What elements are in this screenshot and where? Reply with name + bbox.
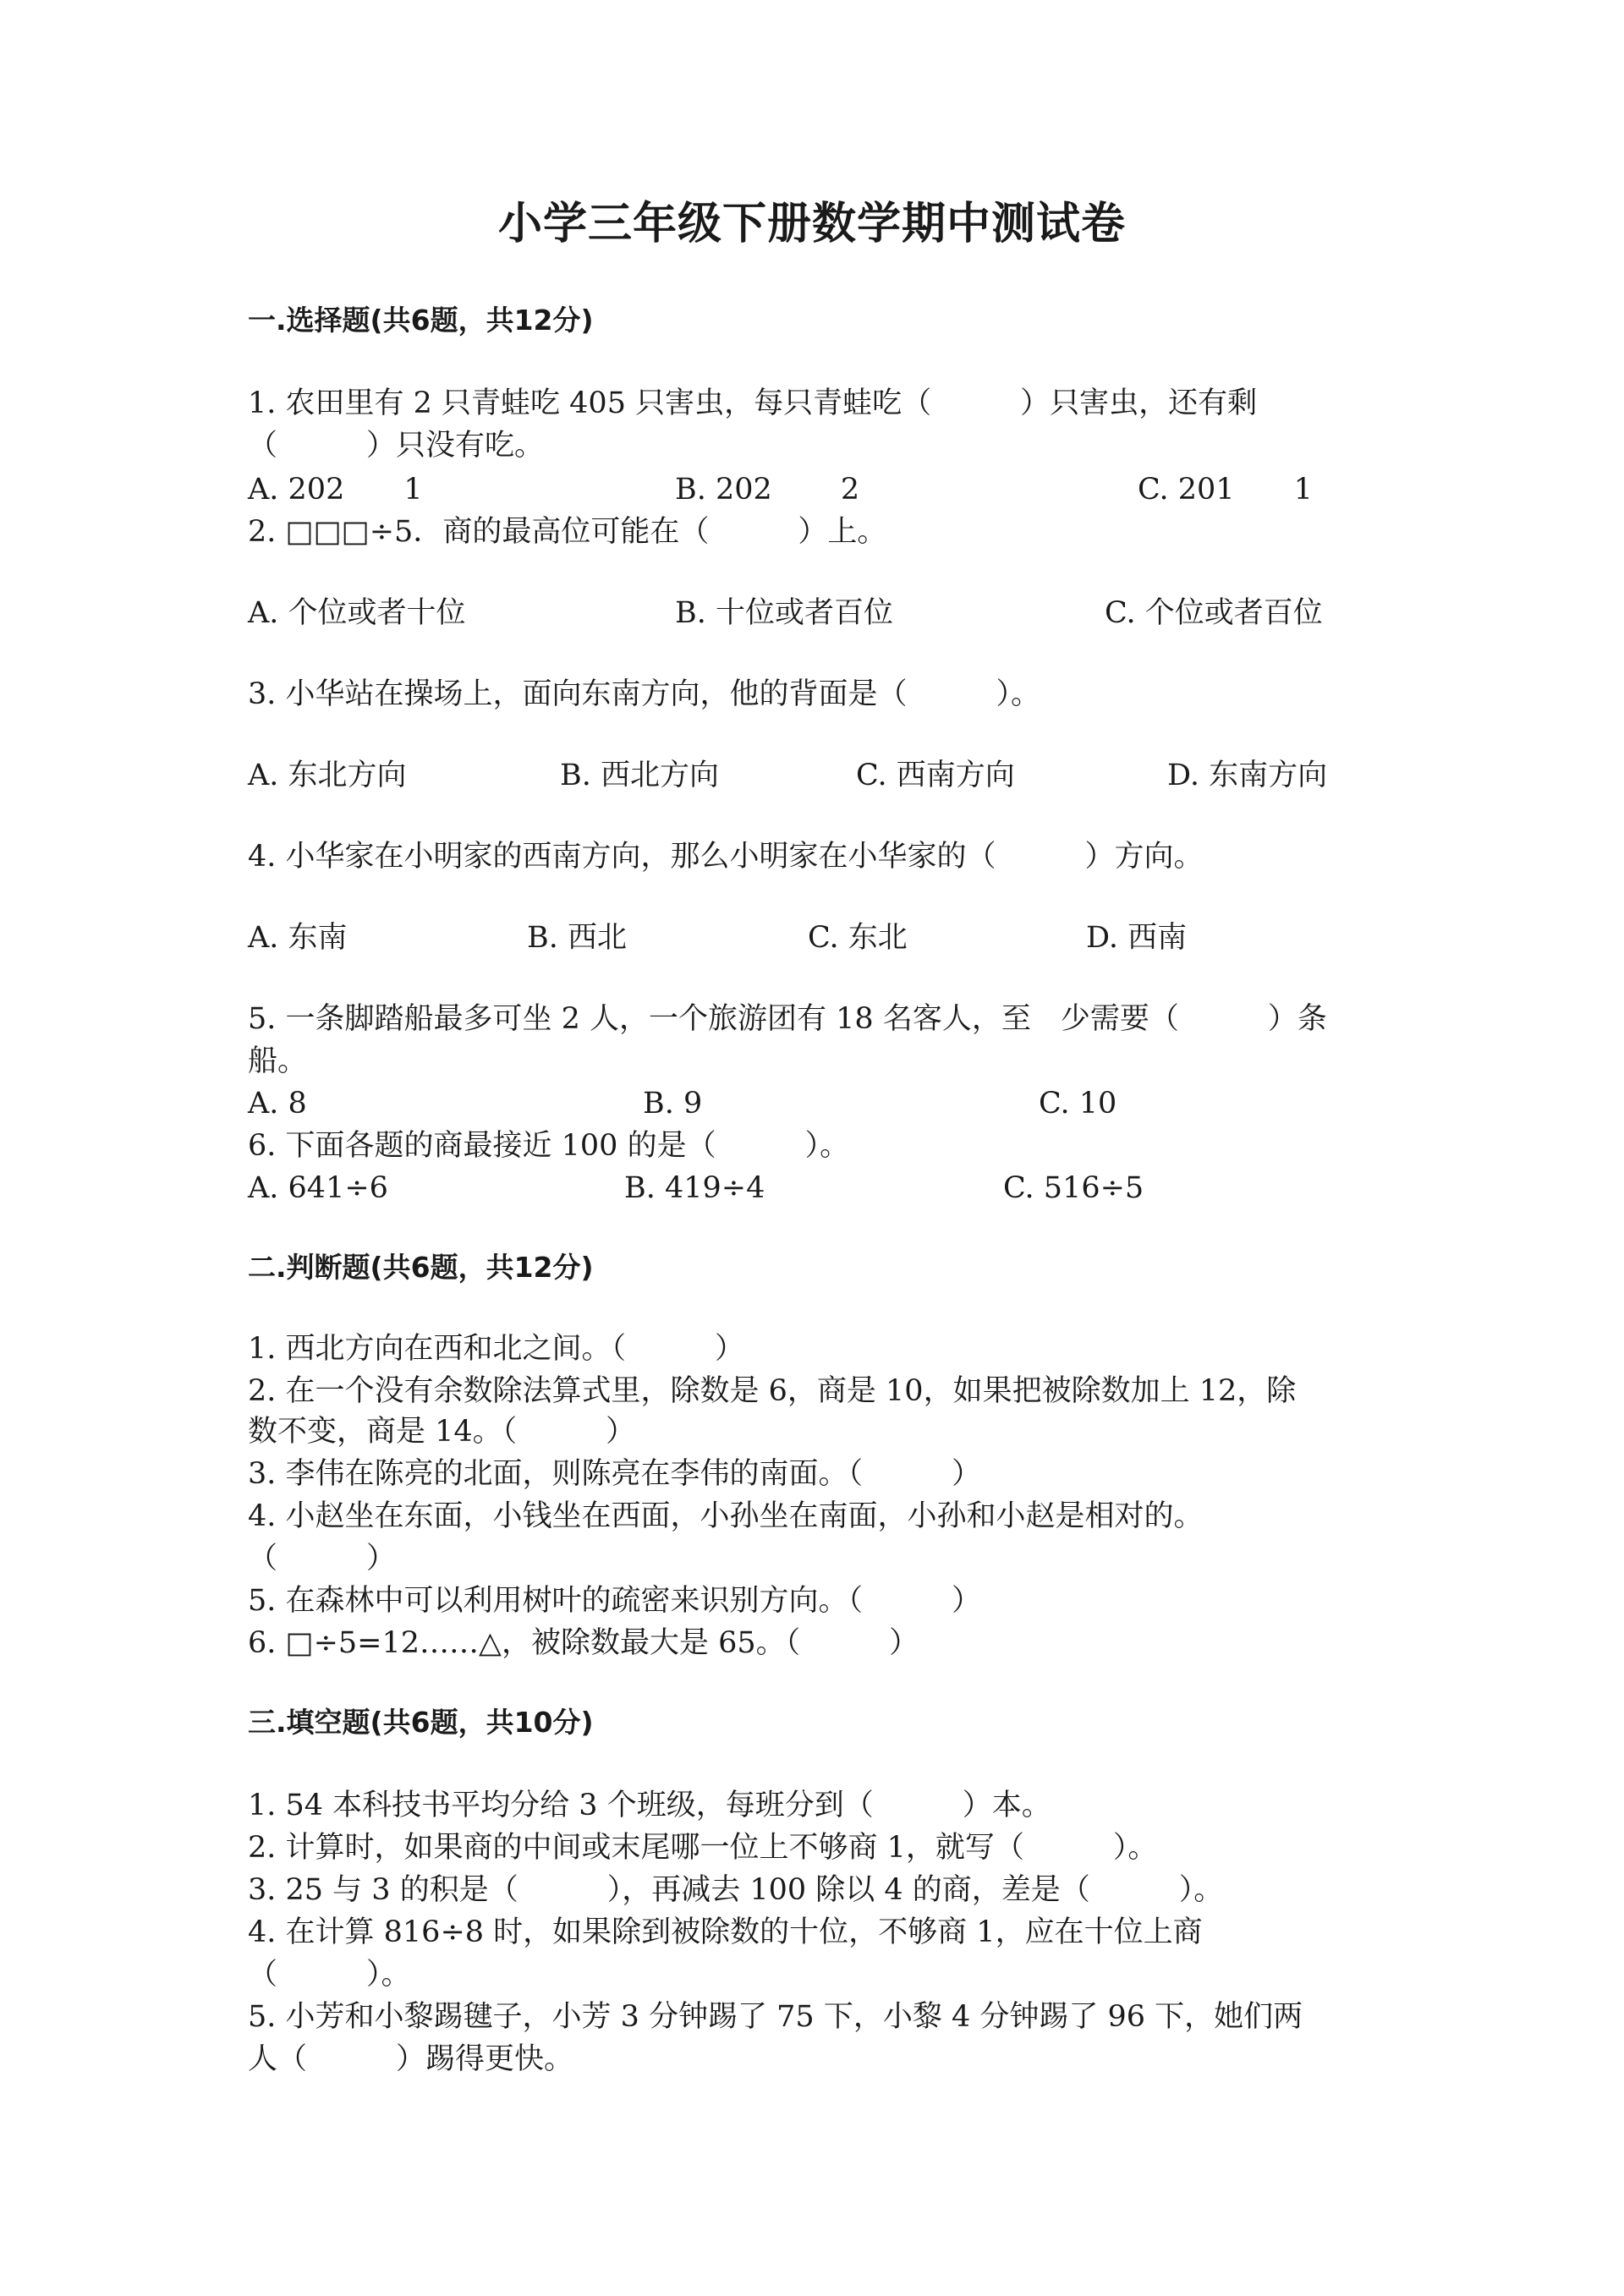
s1-q3-option-b: B. 西北方向 [560, 759, 719, 792]
s1-q6-option-c: C. 516÷5 [1003, 1171, 1144, 1205]
s3-q4-line2: （ ）。 [248, 1958, 411, 1992]
s1-q1-line2: （ ）只没有吃。 [248, 429, 545, 463]
s1-q4-option-a: A. 东南 [248, 921, 348, 955]
s1-q4-option-b: B. 西北 [527, 921, 627, 955]
s3-q1: 1. 54 本科技书平均分给 3 个班级，每班分到（ ）本。 [248, 1789, 1051, 1822]
s2-q2-line2: 数不变，商是 14。（ ） [248, 1415, 636, 1449]
s2-q1: 1. 西北方向在西和北之间。（ ） [248, 1332, 745, 1366]
s1-q5-line1: 5. 一条脚踏船最多可坐 2 人，一个旅游团有 18 名客人，至 少需要（ ）条 [248, 1002, 1327, 1036]
s3-q5-line1: 5. 小芳和小黎踢毽子，小芳 3 分钟踢了 75 下，小黎 4 分钟踢了 96 下，她们两 [248, 2000, 1303, 2034]
s2-q3: 3. 李伟在陈亮的北面，则陈亮在李伟的南面。（ ） [248, 1457, 982, 1491]
s1-q2-option-a: A. 个位或者十位 [248, 596, 466, 630]
s1-q1-option-a: A. 202 1 [248, 473, 423, 507]
s3-q4-line1: 4. 在计算 816÷8 时，如果除到被除数的十位，不够商 1，应在十位上商 [248, 1915, 1203, 1949]
s1-q3-line1: 3. 小华站在操场上，面向东南方向，他的背面是（ ）。 [248, 677, 1041, 711]
s1-q1-option-b: B. 202 2 [675, 473, 860, 507]
s1-q4-line1: 4. 小华家在小明家的西南方向，那么小明家在小华家的（ ）方向。 [248, 840, 1204, 874]
s2-q4-line2: （ ） [248, 1542, 397, 1575]
section-2-heading: 二.判断题(共6题，共12分) [248, 1251, 594, 1284]
s1-q2-line1: 2. □□□÷5．商的最高位可能在（ ）上。 [248, 515, 887, 549]
s1-q3-option-c: C. 西南方向 [856, 759, 1015, 792]
s1-q4-option-d: D. 西南 [1086, 921, 1188, 955]
s1-q3-option-d: D. 东南方向 [1167, 759, 1328, 792]
s1-q2-option-b: B. 十位或者百位 [675, 596, 893, 630]
s1-q3-option-a: A. 东北方向 [248, 759, 407, 792]
s1-q5-option-b: B. 9 [643, 1087, 703, 1121]
s3-q5-line2: 人（ ）踢得更快。 [248, 2042, 574, 2076]
s3-q2: 2. 计算时，如果商的中间或末尾哪一位上不够商 1，就写（ ）。 [248, 1831, 1158, 1865]
s1-q5-option-c: C. 10 [1039, 1087, 1117, 1121]
section-1-heading: 一.选择题(共6题，共12分) [248, 304, 594, 337]
s1-q5-option-a: A. 8 [248, 1087, 307, 1121]
s1-q5-line2: 船。 [248, 1044, 308, 1078]
s3-q3: 3. 25 与 3 的积是（ ），再减去 100 除以 4 的商，差是（ ）。 [248, 1873, 1224, 1907]
s2-q2-line1: 2. 在一个没有余数除法算式里，除数是 6，商是 10，如果把被除数加上 12，除 [248, 1374, 1297, 1408]
s1-q6-line1: 6. 下面各题的商最接近 100 的是（ ）。 [248, 1129, 850, 1163]
s1-q1-option-c: C. 201 1 [1138, 473, 1313, 507]
s1-q1-line1: 1. 农田里有 2 只青蛙吃 405 只害虫，每只青蛙吃（ ）只害虫，还有剩 [248, 386, 1258, 420]
s1-q2-option-c: C. 个位或者百位 [1105, 596, 1323, 630]
s1-q6-option-b: B. 419÷4 [624, 1171, 765, 1205]
s1-q6-option-a: A. 641÷6 [248, 1171, 388, 1205]
section-3-heading: 三.填空题(共6题，共10分) [248, 1706, 594, 1739]
page-title: 小学三年级下册数学期中测试卷 [497, 199, 1126, 249]
s2-q4-line1: 4. 小赵坐在东面，小钱坐在西面，小孙坐在南面，小孙和小赵是相对的。 [248, 1499, 1204, 1533]
s1-q4-option-c: C. 东北 [808, 921, 908, 955]
s2-q5: 5. 在森林中可以利用树叶的疏密来识别方向。（ ） [248, 1584, 982, 1618]
s2-q6: 6. □÷5=12……△，被除数最大是 65。（ ） [248, 1626, 919, 1660]
